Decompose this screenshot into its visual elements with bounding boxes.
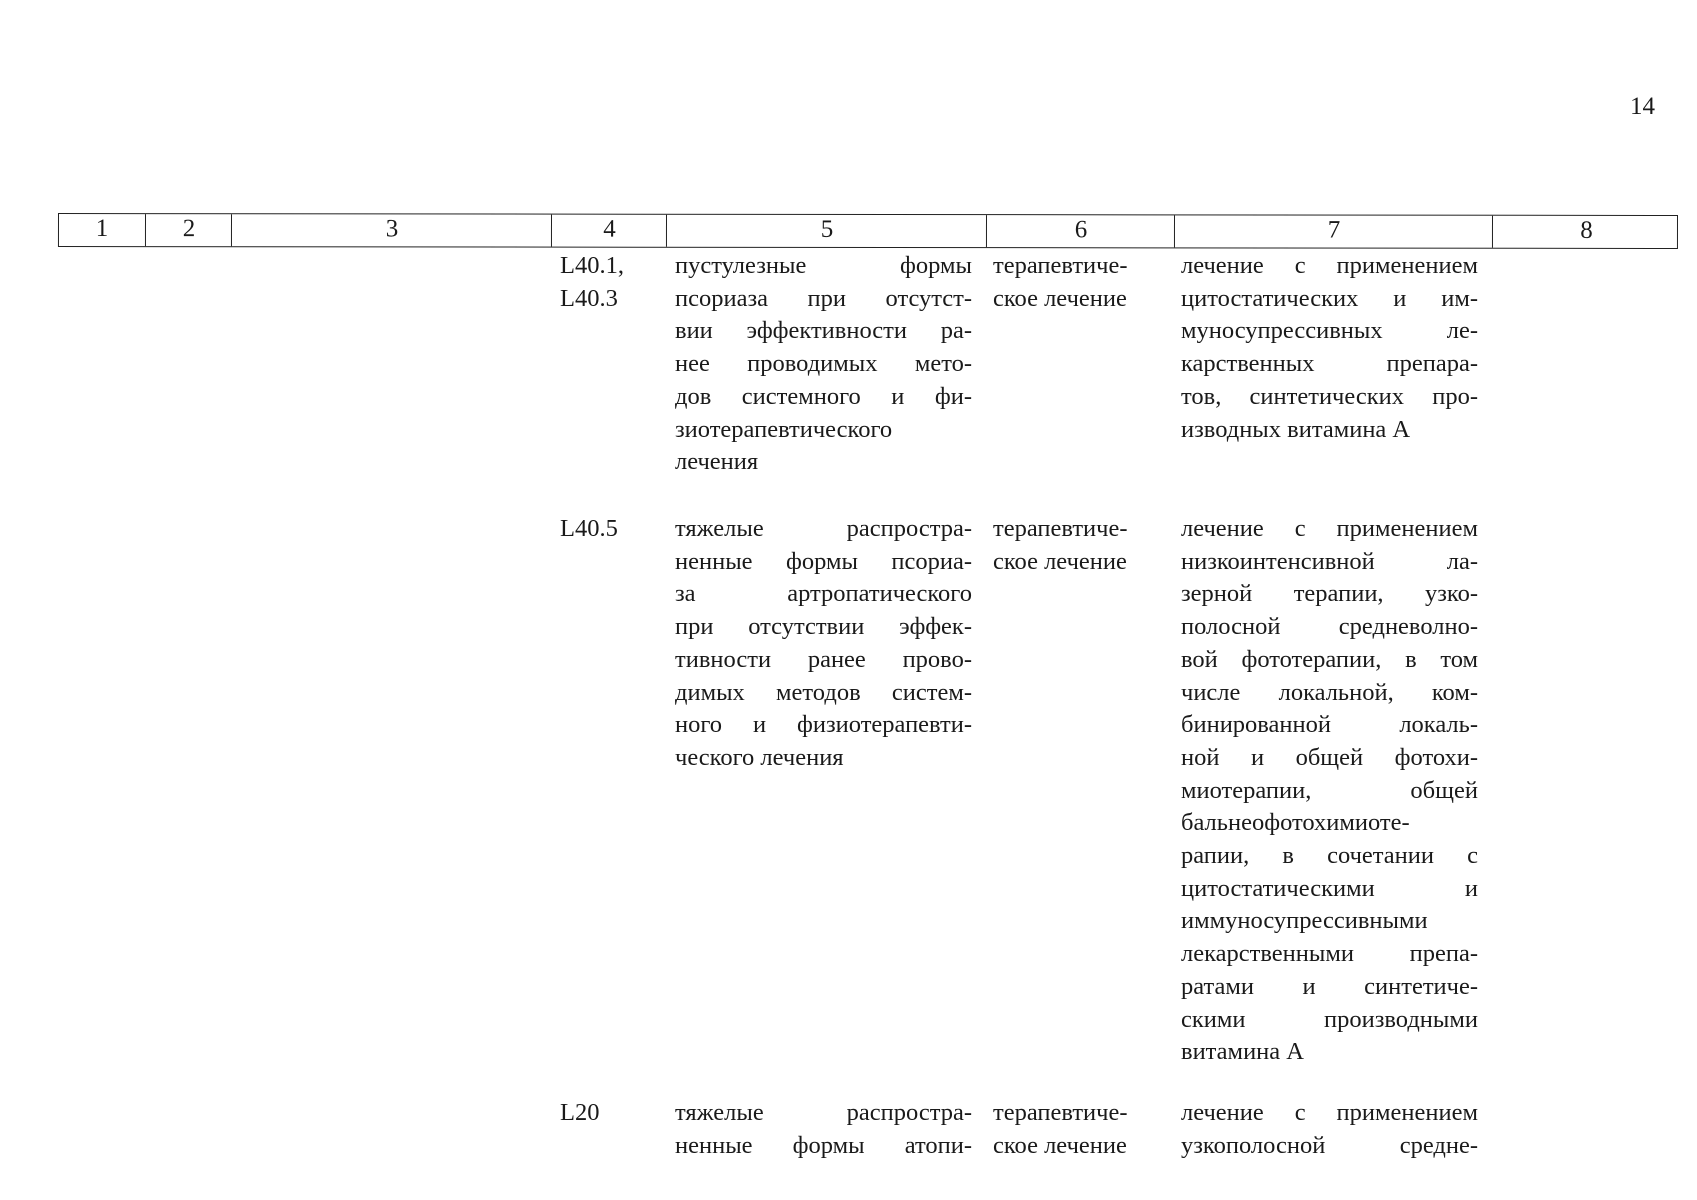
text-line: ненные формы атопи- xyxy=(675,1131,972,1159)
text-line: карственных препара- xyxy=(1181,350,1478,378)
text-line: цитостатическими и xyxy=(1181,874,1478,902)
text-line: зиотерапевтического xyxy=(675,415,893,443)
text-line: иммуносупрессивными xyxy=(1181,907,1428,935)
text-line: тяжелые распростра- xyxy=(675,515,972,542)
code-text: L40.1, xyxy=(560,252,624,279)
column-header-7: 7 xyxy=(1174,215,1493,247)
text-line: димых методов систем- xyxy=(675,678,972,706)
text-line: ское лечение xyxy=(993,1131,1127,1159)
text-line: цитостатических и им- xyxy=(1181,284,1478,312)
text-line: терапевтиче- xyxy=(993,252,1128,279)
text-line: числе локальной, ком- xyxy=(1181,678,1478,706)
text-line: лечения xyxy=(675,448,759,476)
text-line: терапевтиче- xyxy=(993,515,1128,542)
text-line: миотерапии, общей xyxy=(1181,776,1478,804)
text-line: лекарственными препа- xyxy=(1181,940,1478,968)
row-3-codes xyxy=(560,1097,650,1130)
row-2-method xyxy=(1181,513,1478,1069)
text-line: нее проводимых мето- xyxy=(675,350,972,378)
text-line: ское лечение xyxy=(993,547,1127,575)
column-header-1: 1 xyxy=(95,215,109,243)
text-line: низкоинтенсивной ла- xyxy=(1181,547,1478,575)
page-number: 14 xyxy=(1630,93,1655,120)
text-line: дов системного и фи- xyxy=(675,382,972,410)
text-line: терапевтиче- xyxy=(993,1099,1128,1126)
code-text: L20 xyxy=(560,1099,600,1126)
text-line: вой фототерапии, в том xyxy=(1181,645,1478,673)
text-line: ного и физиотерапевти- xyxy=(675,711,972,739)
text-line: скими производными xyxy=(1181,1005,1478,1033)
text-line: тяжелые распростра- xyxy=(675,1099,972,1126)
row-2-treatment-type xyxy=(993,513,1163,578)
text-line: лечение с применением xyxy=(1181,1099,1478,1126)
text-line: полосной средневолно- xyxy=(1181,613,1478,641)
text-line: бальнеофотохимиоте- xyxy=(1181,809,1410,837)
column-header-8: 8 xyxy=(1492,216,1680,248)
row-1-codes xyxy=(560,250,650,315)
text-line: при отсутствии эффек- xyxy=(675,613,972,641)
row-1-treatment-type xyxy=(993,250,1163,315)
text-line: лечение с применением xyxy=(1181,515,1478,542)
code-text: L40.3 xyxy=(560,284,618,312)
text-line: рапии, в сочетании с xyxy=(1181,842,1478,870)
text-line: псориаза при отсутст- xyxy=(675,284,972,312)
text-line: ческого лечения xyxy=(675,743,844,771)
row-1-description xyxy=(675,250,972,479)
column-header-3: 3 xyxy=(231,214,552,246)
text-line: вии эффективности ра- xyxy=(675,317,972,345)
text-line: ратами и синтетиче- xyxy=(1181,972,1478,1000)
row-2-description xyxy=(675,513,972,775)
text-line: тов, синтетических про- xyxy=(1181,382,1478,410)
row-3-description xyxy=(675,1097,972,1162)
column-header-5: 5 xyxy=(666,215,987,247)
text-line: лечение с применением xyxy=(1181,252,1478,279)
row-3-treatment-type xyxy=(993,1097,1163,1162)
text-line: ское лечение xyxy=(993,284,1127,312)
text-line: за артропатического xyxy=(675,580,972,608)
text-line: пустулезные формы xyxy=(675,252,972,279)
row-3-method xyxy=(1181,1097,1478,1162)
text-line: ной и общей фотохи- xyxy=(1181,743,1478,771)
row-1-method xyxy=(1181,250,1478,446)
text-line: тивности ранее прово- xyxy=(675,645,972,673)
text-line: витамина А xyxy=(1181,1038,1304,1066)
text-line: ненные формы псориа- xyxy=(675,547,972,575)
text-line: изводных витамина А xyxy=(1181,415,1411,443)
text-line: узкополосной средне- xyxy=(1181,1131,1478,1159)
column-header-2: 2 xyxy=(145,214,232,246)
text-line: зерной терапии, узко- xyxy=(1181,580,1478,608)
row-2-codes xyxy=(560,513,650,546)
column-header-4: 4 xyxy=(551,215,667,247)
text-line: бинированной локаль- xyxy=(1181,711,1478,739)
column-header-6: 6 xyxy=(986,215,1175,247)
code-text: L40.5 xyxy=(560,515,618,542)
text-line: муносупрессивных ле- xyxy=(1181,317,1478,345)
table-header-row xyxy=(58,213,1678,249)
